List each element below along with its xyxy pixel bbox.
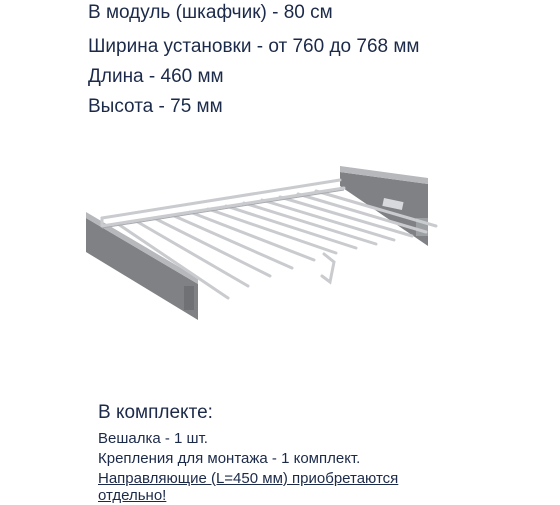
spec-module-size: В модуль (шкафчик) - 80 см [88,2,333,23]
kit-item-hanger: Вешалка - 1 шт. [98,430,208,447]
right-rail [340,166,428,246]
kit-note-rails: Направляющие (L=450 мм) приобретаются [98,470,399,487]
spec-install-width: Ширина установки - от 760 до 768 мм [88,36,420,57]
kit-title: В комплекте: [98,402,213,423]
kit-item-mounts: Крепления для монтажа - 1 комплект. [98,450,361,467]
spec-length: Длина - 460 мм [88,66,224,87]
spec-height: Высота - 75 мм [88,96,223,117]
trouser-rack-illustration [78,158,498,330]
kit-note-rails-cont: отдельно! [98,487,167,504]
